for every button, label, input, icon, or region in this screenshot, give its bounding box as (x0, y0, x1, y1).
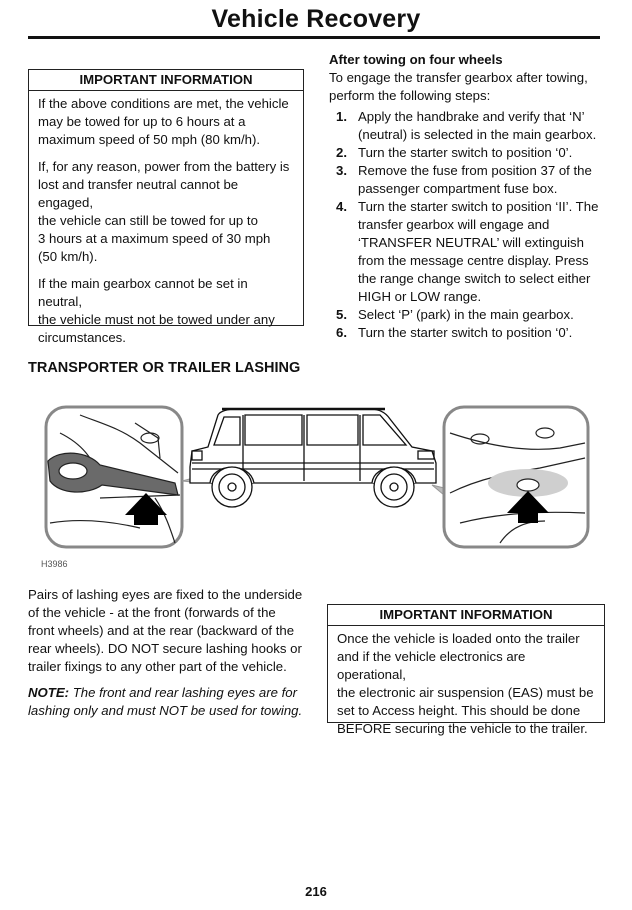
info-box-1-heading: IMPORTANT INFORMATION (29, 70, 303, 91)
step-text: Select ‘P’ (park) in the main gearbox. (358, 307, 574, 322)
step-item (329, 144, 609, 162)
title-rule (28, 36, 600, 39)
lashing-paragraph: Pairs of lashing eyes are fixed to the underside of the vehicle - at the front (forwards of the front wheels) and at the rear (backward of the rear wheels). DO NOT secure lashing hooks or trailer fixings to any other part of the vehicle. (28, 587, 303, 674)
after-towing-subheading: After towing on four wheels (329, 52, 503, 67)
info-box-1-paragraph: If, for any reason, power from the battery is lost and transfer neutral cannot be engaged, the vehicle can still be towed for up to 3 hours at a maximum speed of 30 mph (50 km/h). (38, 159, 290, 264)
step-number: 6. (336, 325, 347, 340)
info-box-1-paragraph: If the above conditions are met, the vehicle may be towed for up to 6 hours at a maximum speed of 50 mph (80 km/h). (38, 96, 289, 147)
rear-wheel (212, 467, 252, 507)
page-title: Vehicle Recovery (211, 5, 421, 33)
step-item (329, 108, 609, 144)
info-box-2-heading: IMPORTANT INFORMATION (328, 605, 604, 626)
step-item (329, 198, 609, 306)
after-towing-intro: To engage the transfer gearbox after towing, perform the following steps: (329, 70, 588, 103)
lashing-note (28, 684, 308, 720)
step-number: 2. (336, 145, 347, 160)
info-box-1-paragraph: If the main gearbox cannot be set in neutral, the vehicle must not be towed under any circumstances. (38, 276, 275, 345)
step-text: Remove the fuse from position 37 of the passenger compartment fuse box. (358, 163, 592, 196)
after-towing-steps (329, 108, 609, 342)
step-text: Apply the handbrake and verify that ‘N’ (neutral) is selected in the main gearbox. (358, 109, 597, 142)
page-number: 216 (305, 884, 327, 899)
note-text: The front and rear lashing eyes are for lashing only and must NOT be used for towing. (28, 685, 303, 718)
step-item (329, 306, 609, 324)
step-text: Turn the starter switch to position ‘0’. (358, 145, 573, 160)
note-label: NOTE: (28, 685, 70, 700)
lashing-eyes-illustration (40, 403, 595, 553)
step-text: Turn the starter switch to position ‘II’. The transfer gearbox will engage and ‘TRANSFER NEUTRAL’ will extinguish from the message centre display. Press the range change switch to select either HIGH or LOW range. (358, 199, 599, 304)
transporter-heading: TRANSPORTER OR TRAILER LASHING (28, 360, 301, 376)
step-number: 5. (336, 307, 347, 322)
lashing-text (28, 586, 308, 720)
important-information-box-2 (327, 604, 605, 736)
step-item (329, 162, 609, 198)
figure-code: H3986 (41, 559, 68, 569)
info-box-2-paragraph: Once the vehicle is loaded onto the trailer and if the vehicle electronics are operational, the electronic air suspension (EAS) must be set to Access height. This should be done BEFORE securing the vehicle to the trailer. (337, 631, 594, 736)
step-number: 3. (336, 163, 347, 178)
step-number: 4. (336, 199, 347, 214)
step-text: Turn the starter switch to position ‘0’. (358, 325, 573, 340)
step-number: 1. (336, 109, 347, 124)
step-item (329, 324, 609, 342)
important-information-box-1 (28, 69, 304, 345)
after-towing-section (329, 51, 609, 342)
rear-lashing-eye (517, 479, 539, 491)
front-wheel (374, 467, 414, 507)
